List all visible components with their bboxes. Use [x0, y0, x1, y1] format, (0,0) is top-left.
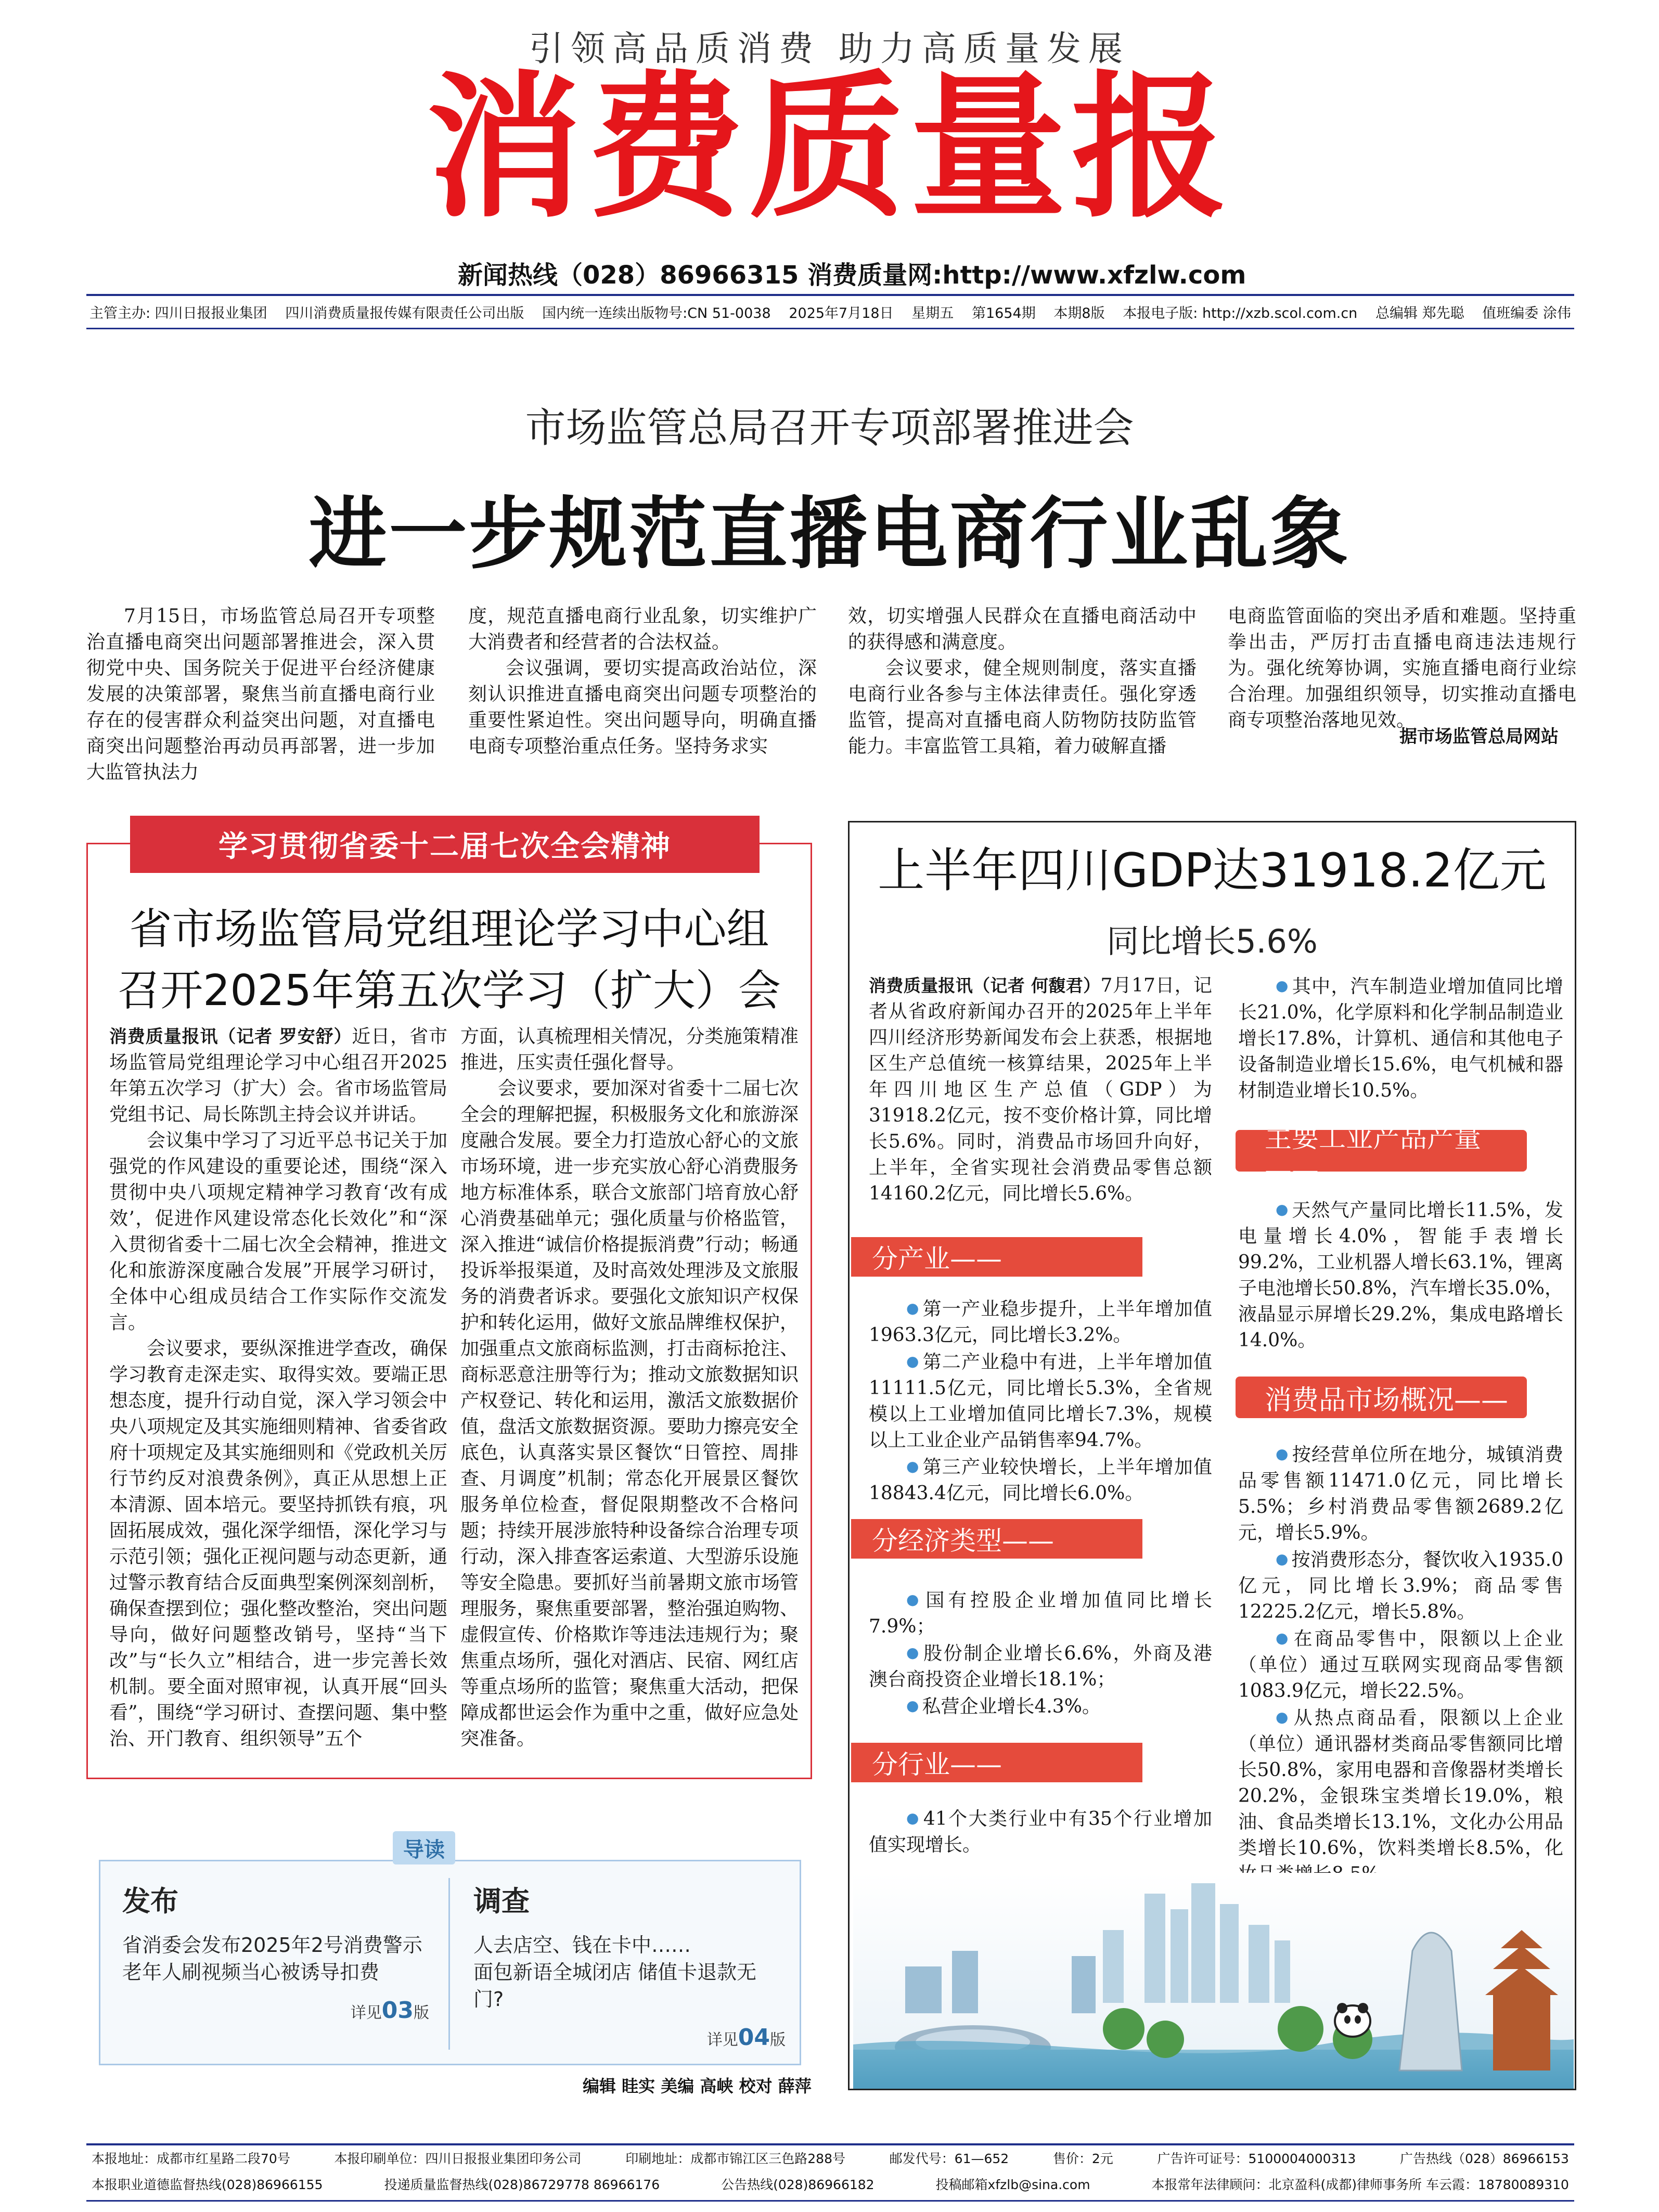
bullet-icon: ●: [906, 1591, 923, 1608]
info-bar: [86, 294, 1574, 329]
guide-item-right[interactable]: [473, 1879, 786, 2051]
guide-right-line1: 人去店空、钱在卡中……: [473, 1934, 691, 1957]
info-epaper[interactable]: 本报电子版: http://xzb.scol.com.cn: [1123, 305, 1358, 321]
lead-headline: 进一步规范直播电商行业乱象: [308, 489, 1351, 580]
masthead-slogan: 引领高品质消费 助力高质量发展: [529, 29, 1130, 69]
lead-kicker: 市场监管总局召开专项部署推进会: [525, 405, 1134, 452]
gdp-products-list: ● 天然气产量同比增长11.5%，发电量增长4.0%，智能手表增长99.2%，工业机器人增长63.1%，锂离子电池增长50.8%，汽车增长35.0%，液晶显示屏增长29.2%，集成电路增长14.0%。: [1238, 1200, 1563, 1351]
gdp-section-industry: 分产业——: [851, 1237, 1142, 1277]
bullet-icon: ●: [1276, 1708, 1291, 1726]
info-publisher: 四川消费质量报传媒有限责任公司出版: [285, 305, 524, 321]
guide-left-line1: 省消委会发布2025年2号消费警示: [122, 1934, 422, 1957]
lead-col-1: 7月15日，市场监管总局召开专项整治直播电商突出问题部署推进会，深入贯彻党中央、国务院关于促进平台经济健康发展的决策部署，聚焦当前直播电商行业存在的侵害群众利益突出问题，对直播电商突出问题整治再动员再部署，进一步加大监管执法力: [86, 606, 435, 783]
info-cn: 国内统一连续出版物号:CN 51-0038: [542, 305, 771, 321]
bullet-icon: ●: [1276, 1445, 1289, 1462]
guide-right-line2: 面包新语全城闭店 储值卡退款无门?: [473, 1961, 757, 2011]
footer: [86, 2143, 1574, 2202]
guide-tag: 导读: [393, 1831, 455, 1864]
guide-right-head: 调查: [473, 1884, 530, 1918]
info-issue: 第1654期: [972, 305, 1036, 321]
gdp-sector-list: ● 41个大类行业中有35个行业增加值实现增长。: [869, 1808, 1212, 1856]
lead-col-2: 度，规范直播电商行业乱象，切实维护广大消费者和经营者的合法权益。 会议强调，要切实提高政治站位，深刻认识推进直播电商突出问题专项整治的重要性紧迫性。突出问题导向，明确直播电商专项整治重点任务。坚持务求实: [468, 606, 817, 757]
info-weekday: 星期五: [911, 305, 954, 321]
study-title-line2: 召开2025年第五次学习（扩大）会: [118, 966, 781, 1015]
bullet-icon: ●: [1276, 1201, 1289, 1218]
footer-row-2: 本报职业道德监督热线(028)86966155 投递质量监督热线(028)86729778 86966176 公告热线(028)86966182 投稿邮箱xfzlb@sina.com 本报常年法律顾问：北京盈科(成都)律师事务所 车云霞：18780089310: [92, 2177, 1569, 2192]
bullet-icon: ●: [1276, 1629, 1291, 1647]
gdp-col-2: ● 其中，汽车制造业增加值同比增长21.0%，化学原料和化学制品制造业增长17.8%，计算机、通信和其他电子设备制造业增长15.6%，电气机械和器材制造业增长10.5%。: [1238, 976, 1563, 1101]
gdp-econ-list: ● 国有控股企业增加值同比增长7.9%； ● 股份制企业增长6.6%，外商及港澳台商投资企业增长18.1%； ● 私营企业增长4.3%。: [869, 1590, 1212, 1717]
footer-row-1: 本报地址：成都市红星路二段70号 本报印刷单位：四川日报报业集团印务公司 印刷地址：成都市锦江区三色路288号 邮发代号：61—652 售价：2元 广告许可证号：5100004000313 广告热线（028）86966153: [92, 2151, 1569, 2166]
bullet-icon: ●: [1276, 1550, 1289, 1567]
guide-left-head: 发布: [122, 1884, 178, 1918]
gdp-section-econ: 分经济类型——: [851, 1519, 1142, 1559]
study-title-line1: 省市场监管局党组理论学习中心组: [129, 905, 769, 954]
lead-source: 据市场监管总局网站: [1399, 726, 1559, 747]
guide-left-line2: 老年人刷视频当心被诱导扣费: [122, 1961, 380, 1984]
gdp-industry-list: ● 第一产业稳步提升，上半年增加值1963.3亿元，同比增长3.2%。 ● 第二产业稳中有进，上半年增加值11111.5亿元，同比增长5.3%，全省规模以上工业增加值同比增长7.3%，规模以上工业企业产品销售率94.7%。 ● 第三产业较快增长，上半年增加值18843.4亿元，同比增长6.0%。: [869, 1298, 1212, 1504]
gdp-subtitle: 同比增长5.6%: [1107, 922, 1318, 960]
info-pages: 本期8版: [1053, 305, 1105, 321]
guide-left-page: 详见03版: [350, 1997, 429, 2024]
editors-line: 编辑 眭实 美编 高峡 校对 薛萍: [583, 2076, 812, 2096]
panda-icon: [1335, 2003, 1370, 2037]
gdp-section-sector: 分行业——: [851, 1743, 1142, 1782]
guide-right-page: 详见04版: [706, 2024, 786, 2051]
gdp-section-consumer: 消费品市场概况——: [1236, 1377, 1527, 1418]
guide-divider: [448, 1878, 450, 2050]
bullet-icon: ●: [1276, 977, 1289, 994]
gdp-col-1: 消费质量报讯（记者 何馥君）7月17日，记者从省政府新闻办召开的2025年上半年四川经济形势新闻发布会上获悉，根据地区生产总值统一核算结果，2025年上半年四川地区生产总值（GDP）为31918.2亿元，按不变价格计算，同比增长5.6%。同时，消费品市场回升向好，上半年，全省实现社会消费品零售总额14160.2亿元，同比增长5.6%。: [869, 975, 1212, 1204]
bullet-icon: ●: [906, 1697, 919, 1714]
bullet-icon: ●: [906, 1458, 920, 1475]
info-date: 2025年7月18日: [789, 305, 894, 321]
info-chief-editor: 总编辑 郑先聪: [1375, 305, 1464, 321]
bullet-icon: ●: [906, 1300, 920, 1317]
masthead-hotline: 新闻热线（028）86966315 消费质量网:http://www.xfzlw.com: [458, 261, 1246, 290]
gdp-section-products: 主要工业产品产量——: [1236, 1130, 1527, 1172]
info-sponsor: 主管主办: 四川日报报业集团: [89, 305, 267, 321]
lead-col-4: 电商监管面临的突出矛盾和难题。坚持重拳出击，严厉打击直播电商违法违规行为。强化统筹协调，实施直播电商行业综合治理。加强组织领导，切实推动直播电商专项整治落地见效。: [1228, 606, 1576, 731]
gdp-byline: 消费质量报讯（记者 何馥君）: [869, 975, 1101, 996]
gdp-consumer-list: ● 按经营单位所在地分，城镇消费品零售额11471.0亿元，同比增长5.5%；乡村消费品零售额2689.2亿元，增长5.9%。 ● 按消费形态分，餐饮收入1935.0亿元，同比增长3.9%；商品零售12225.2亿元，增长5.8%。 ● 在商品零售中，限额以上企业（单位）通过互联网实现商品零售额1083.9亿元，增长22.5%。 ● 从热点商品看，限额以上企业（单位）通讯器材类商品零售额同比增长50.8%，家用电器和音像器材类增长20.2%，金银珠宝类增长19.0%，粮油、食品类增长13.1%，文化办公用品类增长10.6%，饮料类增长8.5%，化: [1238, 1444, 1563, 1859]
bullet-icon: ●: [906, 1353, 920, 1370]
bullet-icon: ●: [906, 1644, 921, 1661]
info-duty-editor: 值班编委 涂伟: [1482, 305, 1571, 321]
bullet-icon: ●: [906, 1809, 920, 1827]
guide-item-left[interactable]: [122, 1879, 429, 2024]
lead-col-3: 效，切实增强人民群众在直播电商活动中的获得感和满意度。 会议要求，健全规则制度，落实直播电商行业各参与主体法律责任。强化穿透监管，提高对直播电商人防物防技防监管能力。丰富监管工具箱，着力破解直播: [848, 606, 1197, 757]
gdp-title: 上半年四川GDP达31918.2亿元: [878, 843, 1547, 898]
study-byline: 消费质量报讯（记者 罗安舒）: [109, 1026, 352, 1047]
study-banner: 学习贯彻省委十二届七次全会精神: [130, 816, 760, 873]
masthead-title: 消费质量报: [426, 57, 1233, 239]
city-skyline-illustration: [853, 1873, 1574, 2089]
study-col-2: 方面，认真梳理相关情况，分类施策精准推进，压实责任强化督导。 会议要求，要加深对省委十二届七次全会的理解把握，积极服务文化和旅游深度融合发展。要全力打造放心舒心的文旅市场环境，进一步充实放心舒心消费服务地方标准体系，联合文旅部门培育放心舒心消费基础单元；强化质量与价格监管，深入推进“诚信价格提振消费”行动；畅通投诉举报渠道，及时高效处理涉及文旅服务的消费者诉求。要强化文旅知识产权保护和转化运用，做好文旅品牌维权保护，加强重点文旅商标监测，打击商标抢注、商标恶意注册等行为；推动文旅数据知识产权登记、转化和运用，激活文旅数据价值，盘活文旅数据资源。要助力擦亮安全底色，认真落实景区餐饮“日管控、周排查、月调度”机制；常态化开展景区餐饮服务单位检查，督促限期整改不合格问题；持续开展涉旅特种设备综合治理专项行动，深入排查客运索道、大型游乐设施等安全隐患。要抓好当前暑期文旅市场管理服务，聚焦重要部署，整治强迫购物、虚假宣传、价格欺诈等违法违规行为；聚焦重点场所，强化对酒店、民宿、网红店等重点场所的监管；聚焦重大活动，把保障成都世运会作为重中之重，做好应急处突准备。: [460, 1026, 799, 1750]
study-col-1: 消费质量报讯（记者 罗安舒）近日，省市场监管局党组理论学习中心组召开2025年第五次学习（扩大）会。省市场监管局党组书记、局长陈凯主持会议并讲话。 会议集中学习了习近平总书记关于加强党的作风建设的重要论述，围绕“深入贯彻中央八项规定精神学习教育‘改有成效’，促进作风建设常态化长效化”和“深入贯彻省委十二届七次全会精神，推进文化和旅游深度融合发展”开展学习研讨，全体中心组成员结合工作实际作交流发言。 会议要求，要纵深推进学查改，确保学习教育走深走实、取得实效。要端正思想态度，提升行动自觉，深入学习领会中央八项规定及其实施细则精神、省委省政府十项规定及其实施细则和《党政机关厉行节约反对浪费条例》，真正从思想上正本清源、固本培元。要坚持抓铁有痕，巩固拓展成效，强化深学细悟，深化学习与示范引领；强化正视问题与动态更新，通过警示教育结合反面典型案例深刻剖析，确保查摆到位；强化整改整治，突出问题导向，做好问题整改销号，坚持“当下改”与“长久立”相结合，进一步完善长效机制。要全面对照审视，认真开展“回头看”，围绕“学习研讨、查摆问题、集中整治、开门教育、组织领导”五个: [109, 1026, 447, 1750]
